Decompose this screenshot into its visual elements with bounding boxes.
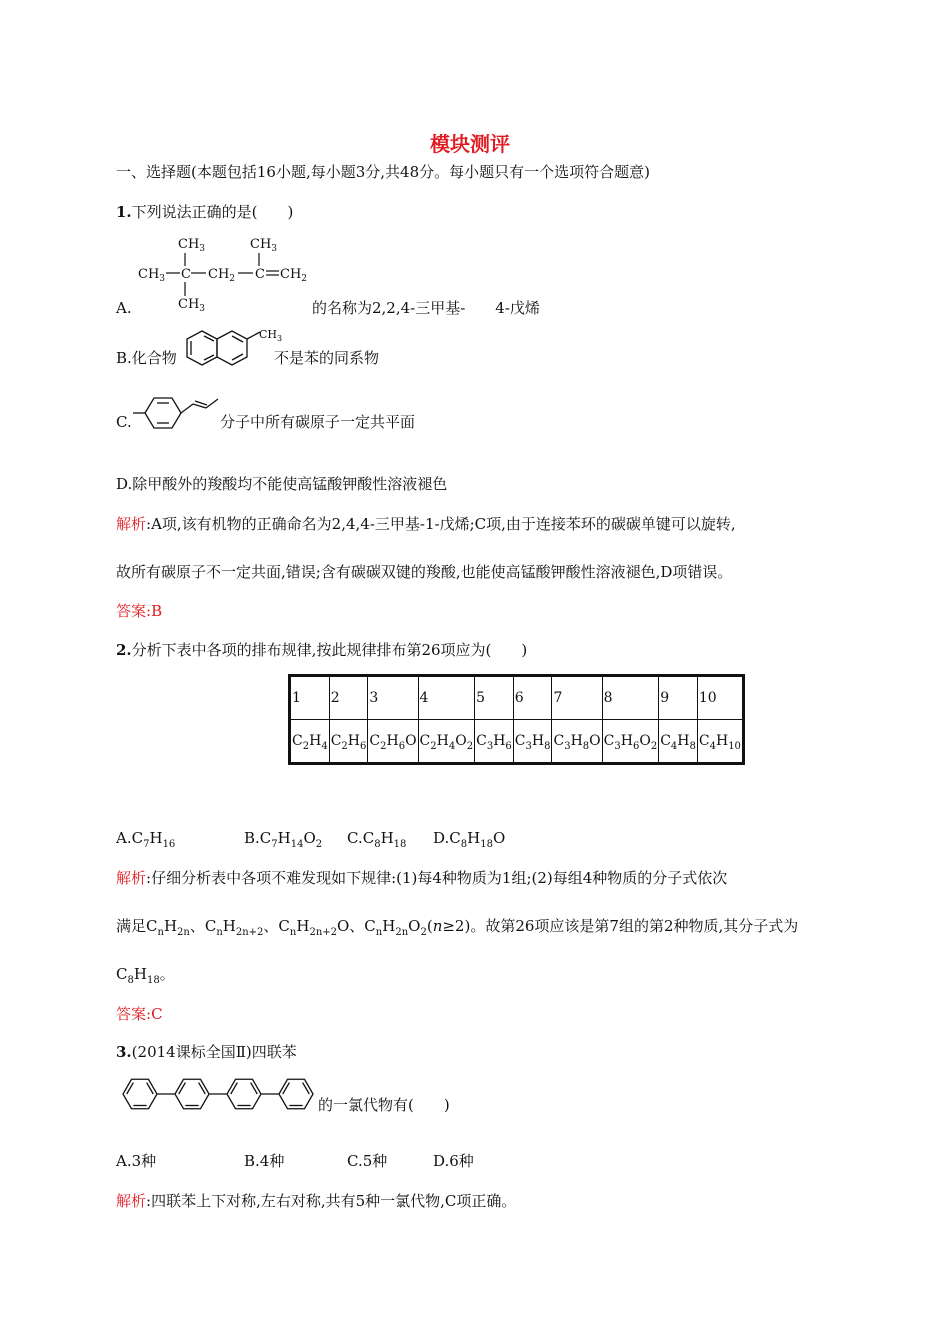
terminal-methylene: $CH_2$ (280, 267, 308, 284)
option-2-c: $C.C_8H_{18}$ (347, 829, 407, 850)
analysis-3: 解析:四联苯上下对称,左右对称,共有5种一氯代物,C项正确。 (116, 1192, 517, 1210)
table-header-cell: 10 (697, 676, 743, 720)
alkene-carbon: C (255, 267, 265, 282)
benzene-ring (175, 1079, 209, 1108)
question-2-stem (116, 640, 527, 660)
analysis-1-line-1: 解析:A项,该有机物的正确命名为2,4,4-三甲基-1-戊烯;C项,由于连接苯环的碳碳单键可以旋转, (116, 515, 736, 533)
table-header-cell: 5 (475, 676, 514, 720)
table-formula-cell: $C_2H_6$ (329, 720, 368, 764)
table-formula-cell: $C_3H_8$ (513, 720, 552, 764)
table-header-cell: 7 (552, 676, 602, 720)
table-formula-cell: $C_3H_6O_2$ (602, 720, 659, 764)
answer-2: 答案:C (116, 1005, 163, 1023)
table-header-cell: 1 (290, 676, 330, 720)
analysis-label: 解析 (116, 1192, 147, 1210)
methyl-top-2: $CH_3$ (250, 237, 278, 254)
option-1c-label: C. (116, 413, 132, 431)
answer-1: 答案:B (116, 602, 163, 620)
option-2-b: $B.C_7H_{14}O_2$ (244, 829, 323, 850)
option-1c-text: 分子中所有碳原子一定共平面 (220, 413, 416, 431)
table-header-row (290, 676, 744, 720)
option-1a-label: A. (116, 299, 132, 317)
table-formula-cell: $C_2H_4O_2$ (418, 720, 475, 764)
benzene-ring (227, 1079, 261, 1108)
option-3c: C.5种 (347, 1152, 388, 1170)
page-title: 模块测评 (430, 132, 510, 156)
option-3b: B.4种 (244, 1152, 285, 1170)
table-header-cell: 2 (329, 676, 368, 720)
table-formula-cell: $C_4H_8$ (659, 720, 698, 764)
analysis-label: 解析 (116, 515, 147, 533)
question-text: 下列说法正确的是( ) (131, 203, 294, 221)
methylnaphthalene-structure (180, 326, 283, 372)
question-text: 分析下表中各项的排布规律,按此规律排布第26项应为( ) (131, 641, 528, 659)
methylene: $CH_2$ (208, 267, 236, 284)
table-formula-cell: $C_3H_6$ (475, 720, 514, 764)
analysis-2-line-1: 解析:仔细分析表中各项不难发现如下规律:(1)每4种物质为1组;(2)每组4种物质的分子式依次 (116, 869, 728, 887)
table-formula-cell: $C_2H_4$ (290, 720, 330, 764)
table-formula-cell: $C_2H_6O$ (368, 720, 418, 764)
option-1a-text: 的名称为2,2,4-三甲基- 4-戊烯 (312, 299, 540, 317)
structural-formula-trimethylpentene (138, 232, 313, 314)
methyl-left: $CH_3$ (138, 267, 166, 284)
analysis-2-line-2: 满足$C_nH_{2n}$、$C_nH_{2n+2}$、$C_nH_{2n+2}O$、$C_nH_{2n}O_2(n\ge 2)$。故第26项应该是第7组的第2种物质,其分子式为 (116, 917, 799, 938)
table-formula-row (290, 720, 744, 764)
question-1-stem (116, 202, 293, 222)
table-header-cell: 8 (602, 676, 659, 720)
question-3-tail: 的一氯代物有( ) (318, 1096, 450, 1114)
table-header-cell: 9 (659, 676, 698, 720)
analysis-1-line-2: 故所有碳原子不一定共面,错误;含有碳碳双键的羧酸,也能使高锰酸钾酸性溶液褪色,D项错误。 (116, 563, 733, 581)
option-2-d: $D.C_8H_{18}O$ (433, 829, 506, 850)
sequence-table (288, 674, 745, 765)
benzene-ring (279, 1079, 313, 1108)
methyl-label: $CH_3$ (259, 328, 283, 343)
table-formula-cell: $C_4H_{10}$ (697, 720, 743, 764)
question-number: 2. (116, 641, 132, 659)
table-formula-cell: $C_3H_8O$ (552, 720, 602, 764)
sequence-table-wrap (288, 674, 745, 765)
methyl-bottom: $CH_3$ (178, 297, 206, 314)
table-header-cell: 6 (513, 676, 552, 720)
propenyl-toluene-structure (130, 392, 220, 434)
option-1b-text: 不是苯的同系物 (274, 349, 380, 367)
option-1d: D.除甲酸外的羧酸均不能使高锰酸钾酸性溶液褪色 (116, 475, 448, 493)
table-header-cell: 3 (368, 676, 418, 720)
question-number: 3. (116, 1043, 132, 1061)
analysis-label: 解析 (116, 869, 147, 887)
option-3a: A.3种 (116, 1152, 157, 1170)
question-number: 1. (116, 203, 132, 221)
quaterphenyl-structure (120, 1074, 320, 1114)
benzene-ring (123, 1079, 157, 1108)
methyl-top-1: $CH_3$ (178, 237, 206, 254)
question-text: (2014课标全国Ⅱ)四联苯 (131, 1043, 297, 1061)
quaternary-carbon: C (181, 267, 191, 282)
option-1b-label: B.化合物 (116, 349, 177, 367)
table-header-cell: 4 (418, 676, 475, 720)
option-2-a: $A.C_7H_{16}$ (116, 829, 176, 850)
question-3-stem (116, 1042, 297, 1062)
section-heading: 一、选择题(本题包括16小题,每小题3分,共48分。每小题只有一个选项符合题意) (116, 163, 650, 181)
option-3d: D.6种 (433, 1152, 474, 1170)
analysis-2-line-3: $C_8H_{18}$。 (116, 965, 175, 986)
